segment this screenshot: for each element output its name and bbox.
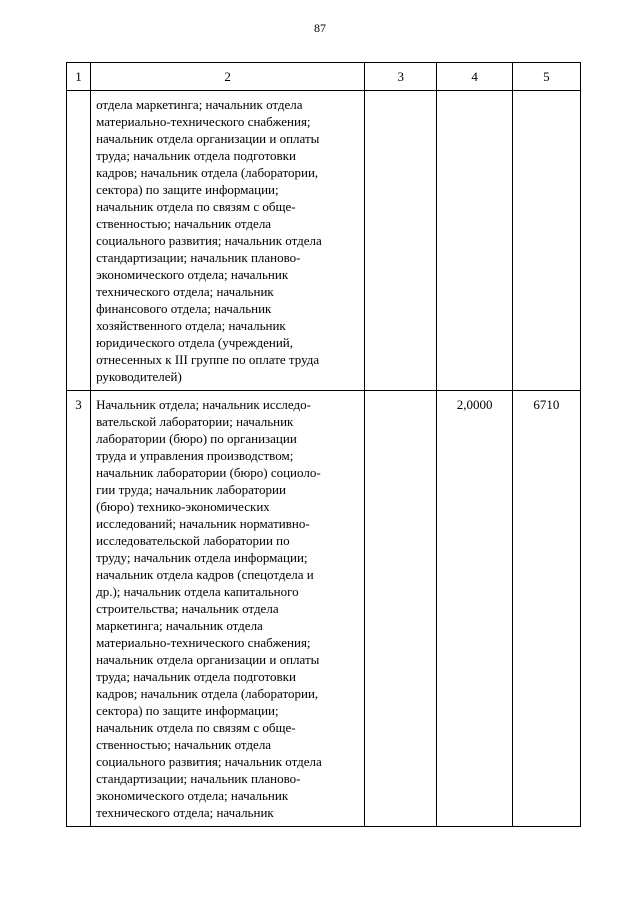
text-line: лаборатории (бюро) по организации xyxy=(96,431,297,446)
text-line: юридического отдела (учреждений, xyxy=(96,335,294,350)
text-line: социального развития; начальник отдела xyxy=(96,233,322,248)
text-line: руководителей) xyxy=(96,369,182,384)
text-line: отдела маркетинга; начальник отдела xyxy=(96,97,303,112)
text-line: начальник отдела организации и оплаты xyxy=(96,131,320,146)
data-table xyxy=(66,62,581,827)
text-line: кадров; начальник отдела (лаборатории, xyxy=(96,686,319,701)
text-line: технического отдела; начальник xyxy=(96,805,274,820)
text-line: труда; начальник отдела подготовки xyxy=(96,669,296,684)
text-line: социального развития; начальник отдела xyxy=(96,754,322,769)
text-line: труда; начальник отдела подготовки xyxy=(96,148,296,163)
text-line: начальник отдела организации и оплаты xyxy=(96,652,320,667)
page-number: 87 xyxy=(314,21,326,35)
text-line: начальник отдела кадров (спецотдела и xyxy=(96,567,314,582)
text-line: (бюро) технико-экономических xyxy=(96,499,270,514)
text-line: ственностью; начальник отдела xyxy=(96,737,272,752)
salary-value: 6710 xyxy=(512,391,580,827)
coefficient-value: 2,0000 xyxy=(437,391,512,827)
text-line: маркетинга; начальник отдела xyxy=(96,618,263,633)
text-line: экономического отдела; начальник xyxy=(96,788,289,803)
text-line: стандартизации; начальник планово- xyxy=(96,250,301,265)
text-line: труда и управления производством; xyxy=(96,448,294,463)
col3-value xyxy=(365,391,437,827)
col3-value xyxy=(365,91,437,391)
salary-value xyxy=(512,91,580,391)
header-cell: 3 xyxy=(365,63,437,91)
text-line: др.); начальник отдела капитального xyxy=(96,584,299,599)
text-line: ственностью; начальник отдела xyxy=(96,216,272,231)
position-list xyxy=(91,91,365,391)
header-cell: 5 xyxy=(512,63,580,91)
text-line: строительства; начальник отдела xyxy=(96,601,279,616)
header-cell: 4 xyxy=(437,63,512,91)
text-line: финансового отдела; начальник xyxy=(96,301,272,316)
text-line: начальник отдела по связям с обще- xyxy=(96,720,296,735)
text-line: исследований; начальник нормативно- xyxy=(96,516,310,531)
position-list xyxy=(91,391,365,827)
row-number: 3 xyxy=(67,391,91,827)
table-header-row xyxy=(67,63,581,91)
header-cell: 2 xyxy=(91,63,365,91)
text-line: начальник лаборатории (бюро) социоло- xyxy=(96,465,321,480)
text-line: материально-технического снабжения; xyxy=(96,114,311,129)
text-line: гии труда; начальник лаборатории xyxy=(96,482,286,497)
table-row xyxy=(67,391,581,827)
text-line: технического отдела; начальник xyxy=(96,284,274,299)
text-line: начальник отдела по связям с обще- xyxy=(96,199,296,214)
text-line: материально-технического снабжения; xyxy=(96,635,311,650)
table-row xyxy=(67,91,581,391)
coefficient-value xyxy=(437,91,512,391)
header-cell: 1 xyxy=(67,63,91,91)
text-line: сектора) по защите информации; xyxy=(96,703,279,718)
text-line: кадров; начальник отдела (лаборатории, xyxy=(96,165,319,180)
text-line: хозяйственного отдела; начальник xyxy=(96,318,286,333)
text-line: сектора) по защите информации; xyxy=(96,182,279,197)
text-line: экономического отдела; начальник xyxy=(96,267,289,282)
text-line: исследовательской лаборатории по xyxy=(96,533,290,548)
row-number xyxy=(67,91,91,391)
text-line: вательской лаборатории; начальник xyxy=(96,414,294,429)
text-line: Начальник отдела; начальник исследо- xyxy=(96,397,311,412)
text-line: труду; начальник отдела информации; xyxy=(96,550,308,565)
text-line: отнесенных к III группе по оплате труда xyxy=(96,352,320,367)
text-line: стандартизации; начальник планово- xyxy=(96,771,301,786)
